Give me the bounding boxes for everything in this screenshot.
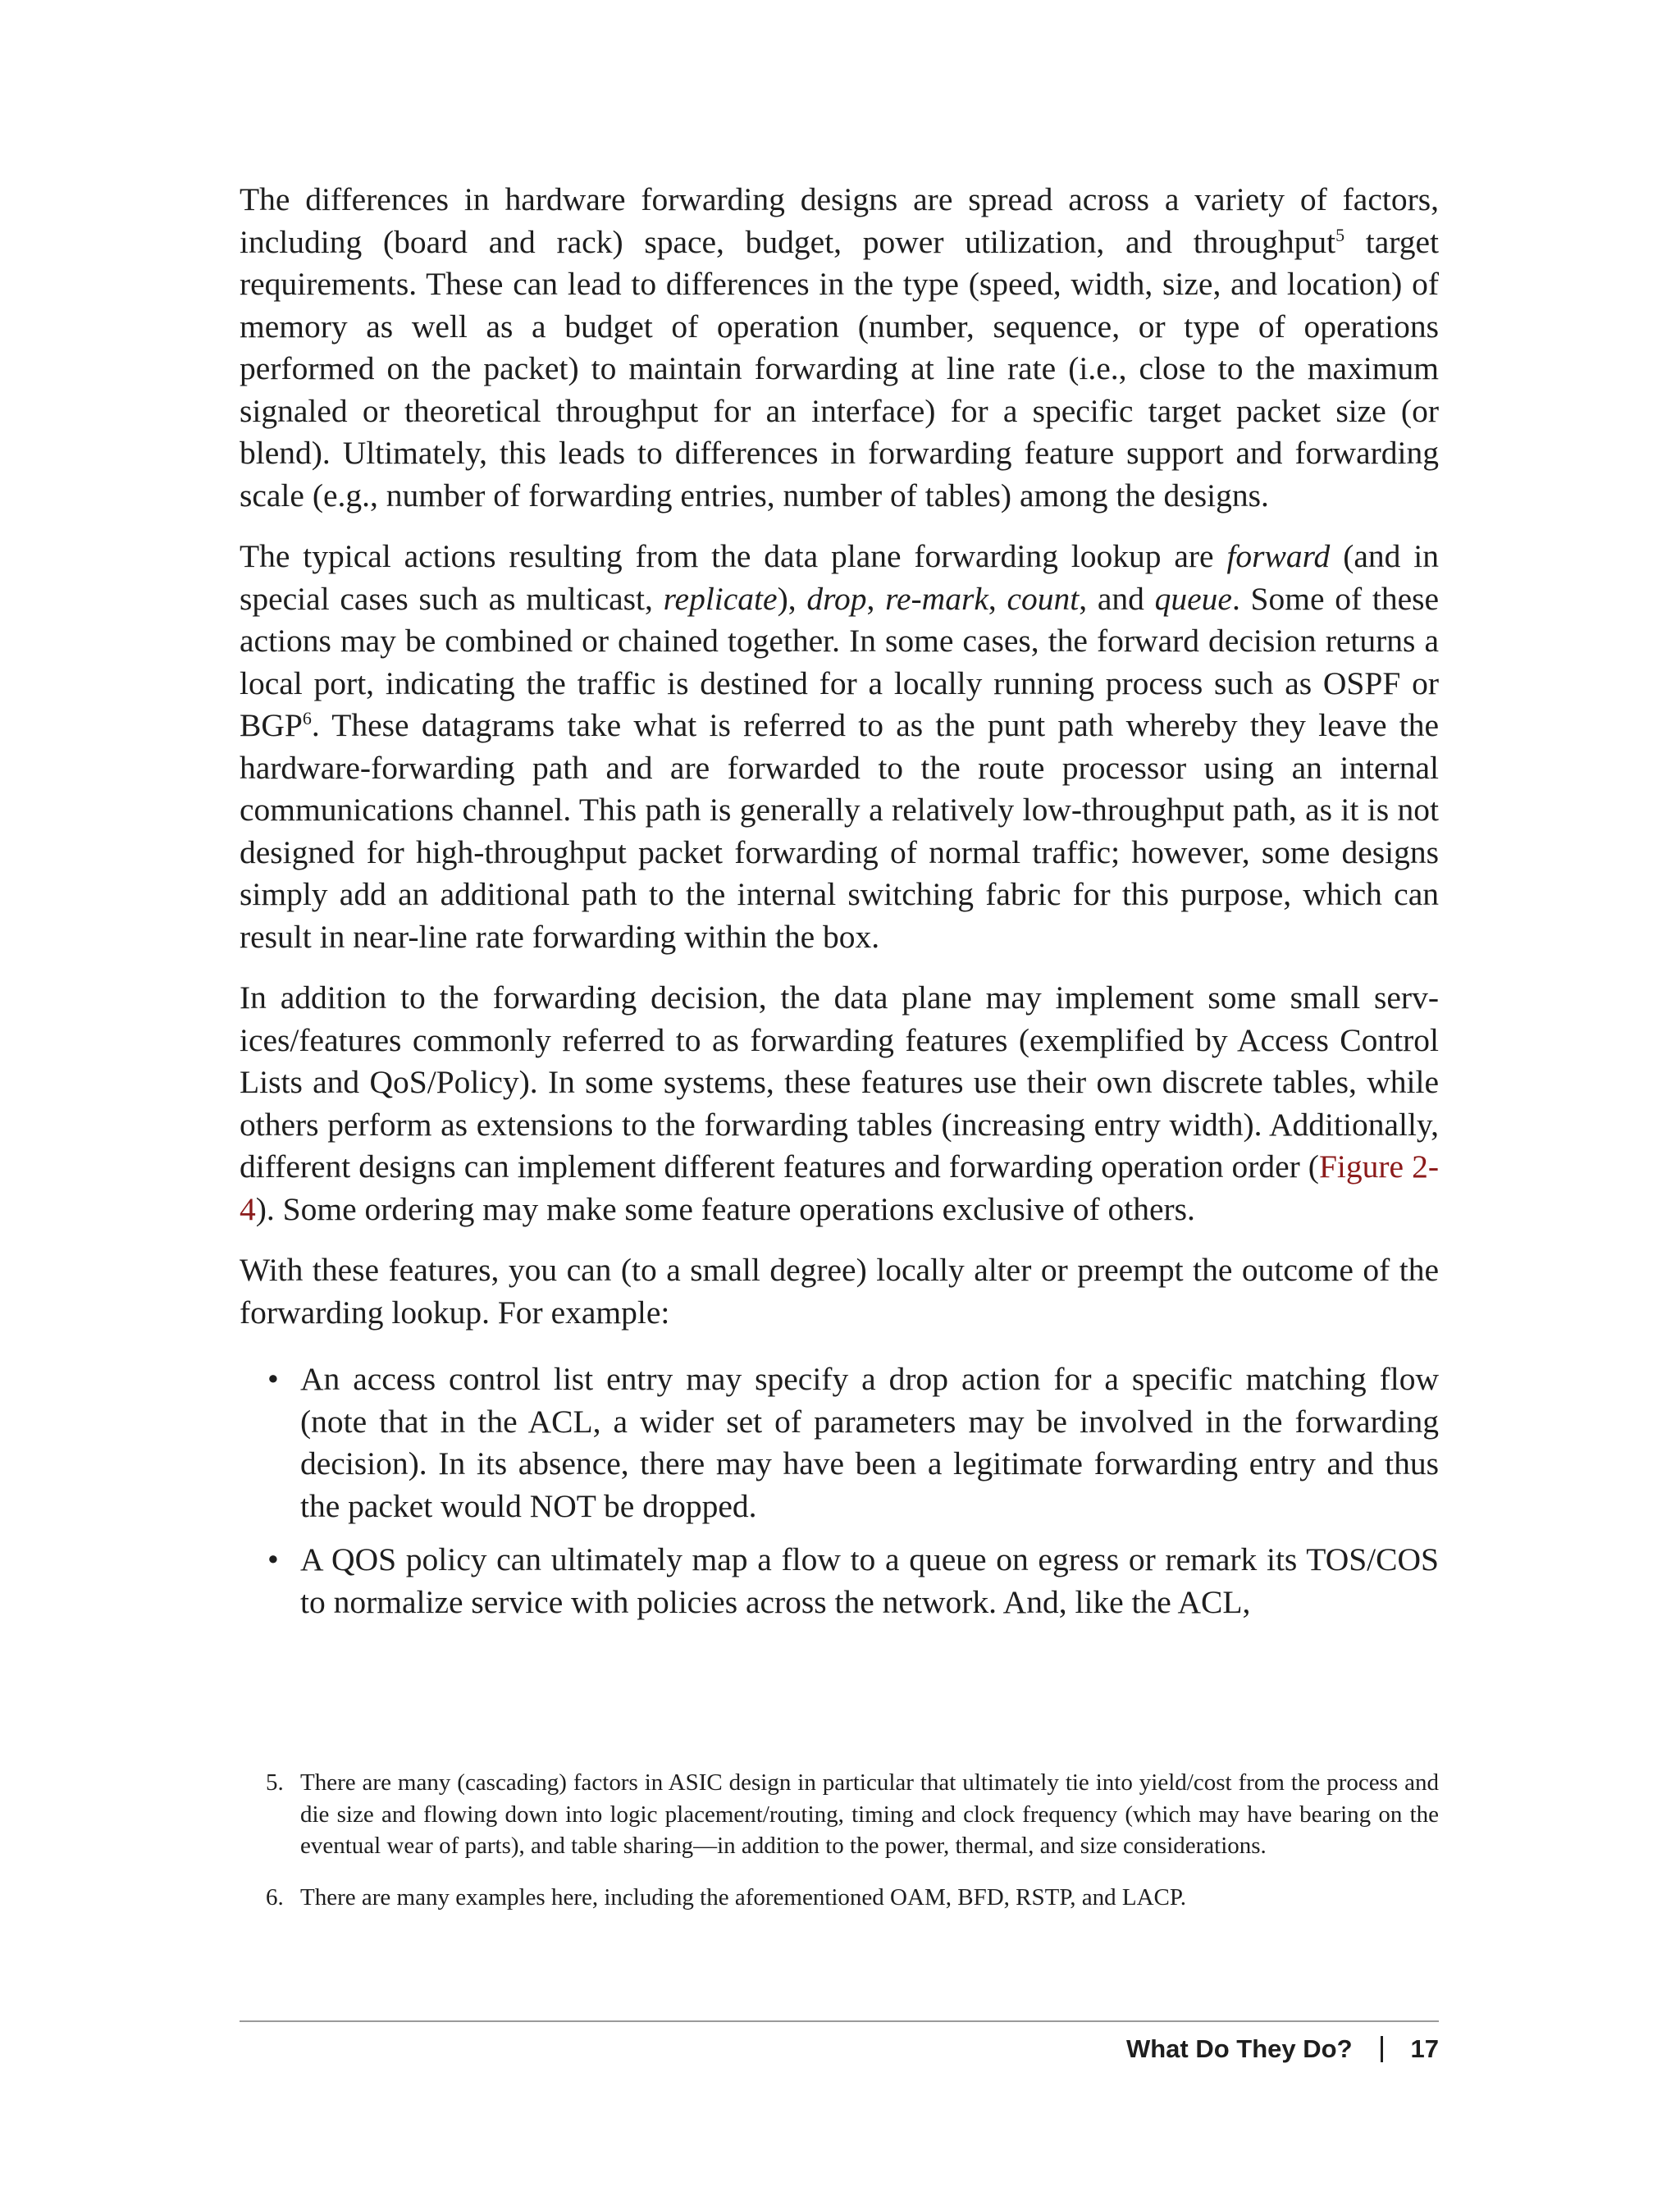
list-item xyxy=(240,1539,1439,1623)
bullet-icon: • xyxy=(267,1541,279,1577)
footnote-ref-5[interactable]: 5 xyxy=(1335,224,1345,245)
footnotes xyxy=(240,1767,1439,1933)
p1-text-b: target requirements. These can lead to differences in the type (speed, width, size, and location) of memory as well as a budget of operation (number, sequence, or type of operations performed on the packet) to maintain forwarding at line rate (i.e., close to the maximum signaled or theoretical throughput for an interface) for a specific target packet size (or blend). Ultimately, this leads to differences in forwarding feature support and forwarding scale (e.g., number of forwarding entries, number of tables) among the designs. xyxy=(240,223,1440,514)
footer-separator xyxy=(1381,2036,1383,2062)
footnote-6 xyxy=(240,1882,1439,1914)
bullet-text: An access control list entry may specify a drop action for a specific matching flow (note that in the ACL, a wider set of parameters may be involved in the forwarding decision). In its absence, there may have been a legitimate forwarding entry and thus the packet would NOT be dropped. xyxy=(300,1361,1439,1524)
p2-text-f: , and xyxy=(1079,580,1155,617)
footnote-text: There are many examples here, including the aforementioned OAM, BFD, RSTP, and LACP. xyxy=(300,1883,1187,1911)
footer-divider xyxy=(240,2020,1439,2022)
p2-term-replicate: replicate xyxy=(663,580,778,617)
list-item xyxy=(240,1358,1439,1527)
p1-text-a: The differences in hardware forwarding designs are spread across a variety of factors, including (board and rack) space, budget, power utilization, and throughput xyxy=(240,181,1439,260)
footnote-ref-6[interactable]: 6 xyxy=(302,707,312,728)
example-bullet-list xyxy=(240,1358,1439,1623)
paragraph-hardware-forwarding-designs xyxy=(240,179,1439,517)
p2-text-e: , xyxy=(988,580,1007,617)
p2-term-forward: forward xyxy=(1226,538,1331,574)
page-body xyxy=(240,179,1439,1635)
footer-chapter-title: What Do They Do? xyxy=(1125,2034,1353,2063)
p2-text-a: The typical actions resulting from the data plane forwarding lookup are xyxy=(240,538,1227,574)
figure-2-4-link[interactable]: Figure 2-4 xyxy=(240,1148,1439,1227)
page-footer xyxy=(1126,2033,1439,2066)
p2-term-remark: re-mark xyxy=(885,580,988,617)
p2-text-g: . Some of these actions may be combined or chained together. In some cases, the forward decision returns a local port, indicating the traffic is destined for a locally running process such as OSPF or BGP xyxy=(240,580,1440,743)
p2-term-drop: drop xyxy=(806,580,867,617)
paragraph-with-these-features: With these features, you can (to a small degree) locally alter or preempt the outcome of the forwarding lookup. For example: xyxy=(240,1252,1439,1331)
footnote-number: 6. xyxy=(266,1883,284,1911)
bullet-icon: • xyxy=(267,1361,279,1397)
footnote-number: 5. xyxy=(266,1769,284,1796)
p3-text-b: ). Some ordering may make some feature operations exclusive of others. xyxy=(255,1190,1195,1227)
p2-text-c: ), xyxy=(777,580,807,617)
p2-text-b: (and in special cases such as multicast, xyxy=(240,538,1439,617)
p3-text-a: In addition to the forwarding decision, the data plane may implement some small services/features commonly referred to as forwarding features (exemplified by Access Control Lists and QoS/Policy). In some systems, these features use their own discrete tables, while others perform as extensions to the forwarding tables (increasing entry width). Additionally, different designs can implement different features and forwarding operation order ( xyxy=(240,979,1439,1185)
p2-text-d: , xyxy=(866,580,886,617)
bullet-text: A QOS policy can ultimately map a flow to a queue on egress or remark its TOS/COS to normalize service with policies across the network. And, like the ACL, xyxy=(300,1541,1439,1620)
p2-text-h: . These datagrams take what is referred to as the punt path whereby they leave the hardware-forwarding path and are forwarded to the route processor using an internal communications channel. This path is generally a relatively low-throughput path, as it is not designed for high-throughput packet forwarding of normal traffic; however, some designs simply add an additional path to the internal switching fabric for this purpose, which can result in near-line rate forwarding within the box. xyxy=(240,707,1439,955)
footnote-5 xyxy=(240,1767,1439,1862)
page-number: 17 xyxy=(1410,2034,1439,2063)
paragraph-typical-actions xyxy=(240,536,1439,958)
p2-term-count: count xyxy=(1007,580,1080,617)
footnote-text: There are many (cascading) factors in ASIC design in particular that ultimately tie into yield/cost from the process and die size and flowing down into logic placement/routing, timing and clock frequency (which may have bearing on the eventual wear of parts), and table sharing—in addition to the power, thermal, and size considerations. xyxy=(300,1769,1439,1859)
p2-term-queue: queue xyxy=(1154,580,1232,617)
paragraph-forwarding-features xyxy=(240,977,1439,1230)
